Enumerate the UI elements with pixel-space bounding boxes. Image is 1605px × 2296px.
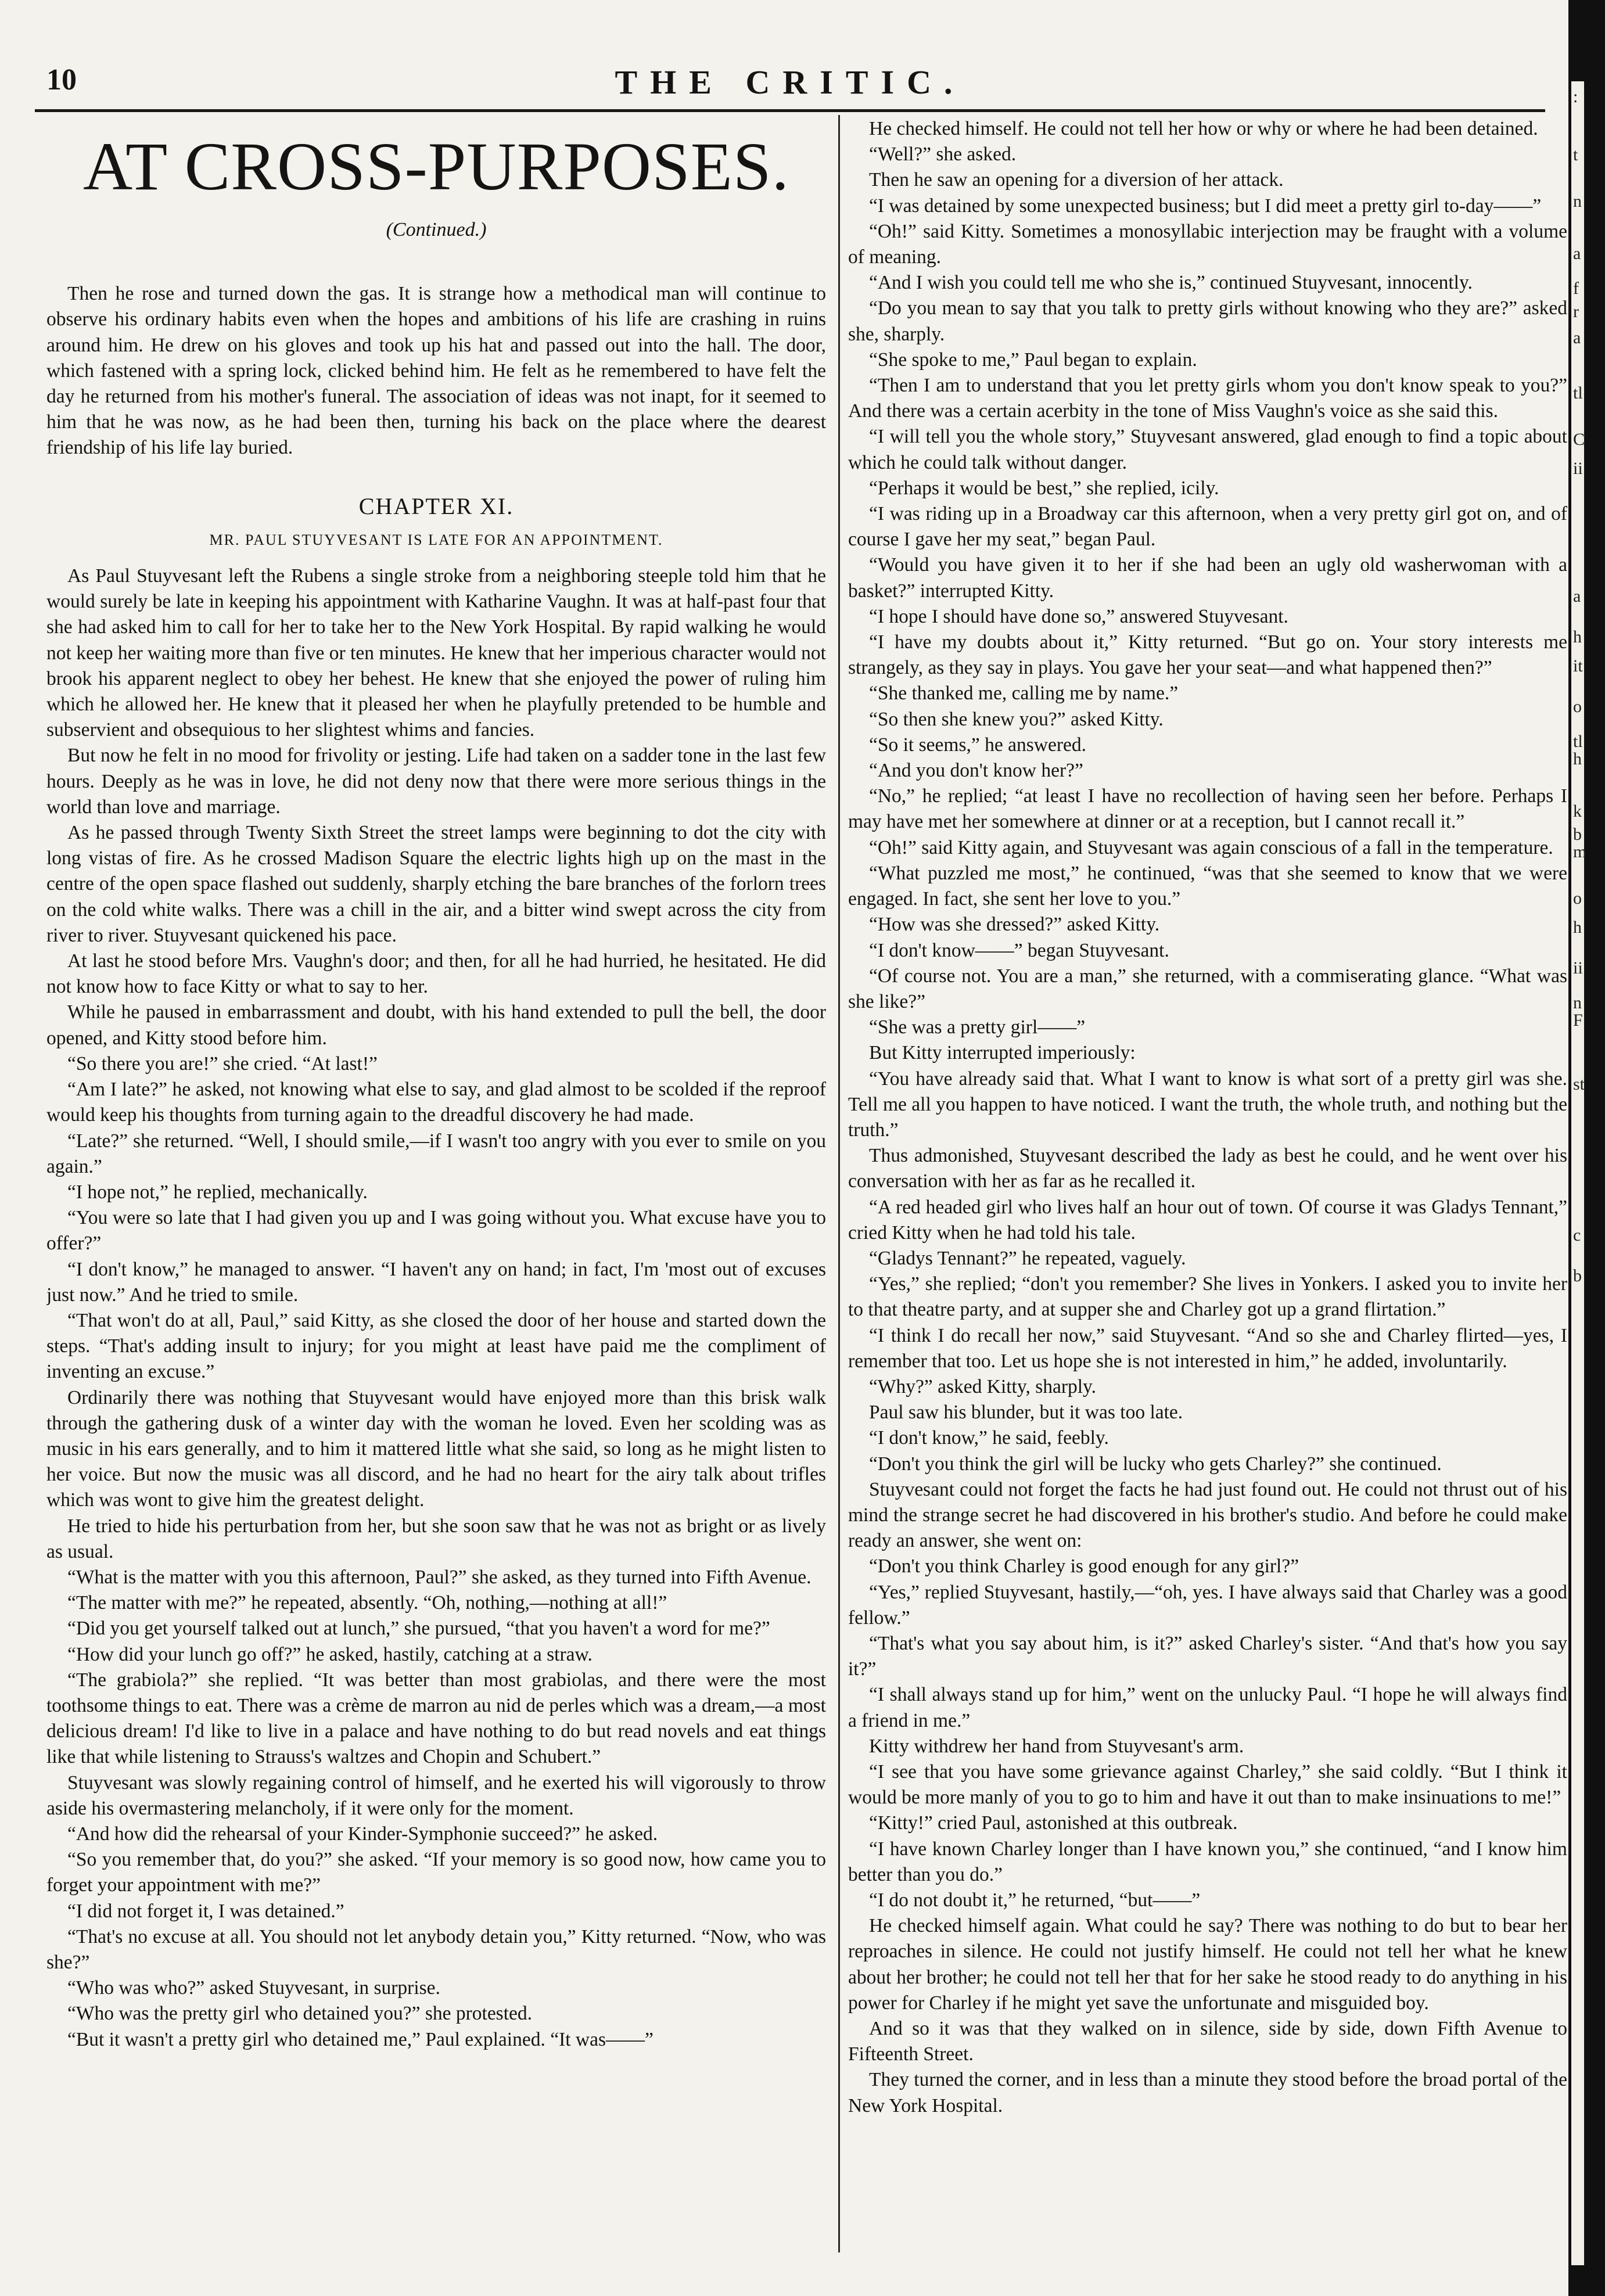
edge-fragment: r xyxy=(1573,302,1579,321)
paragraph: “Gladys Tennant?” he repeated, vaguely. xyxy=(869,1247,1186,1269)
paragraph: “I see that you have some grievance against Charley,” she said coldly. “But I think it would be more manly of you to go to him and have it out than to make insinuations to me!” xyxy=(848,1761,1567,1809)
paragraph: Stuyvesant could not forget the facts he had just found out. He could not thrust out of his mind the strange secret he had discovered in his brother's studio. And before he could make ready an answer, she went on: xyxy=(848,1478,1567,1552)
edge-fragment: ii xyxy=(1573,459,1583,478)
paragraph: “Late?” she returned. “Well, I should smile,—if I wasn't too angry with you ever to smile on you again.” xyxy=(46,1130,826,1177)
paragraph: “I was riding up in a Broadway car this afternoon, when a very pretty girl got on, and of course I gave her my seat,” began Paul. xyxy=(848,503,1567,551)
paragraph: “I will tell you the whole story,” Stuyvesant answered, glad enough to find a topic about which he could talk without danger. xyxy=(848,426,1567,473)
paragraph: “Of course not. You are a man,” she returned, with a commiserating glance. “What was she like?” xyxy=(848,965,1567,1012)
edge-fragment: b xyxy=(1573,825,1582,844)
paragraph: “Then I am to understand that you let pretty girls whom you don't know speak to you?” And there was a certain acerbity in the tone of Miss Vaughn's voice as she said this. xyxy=(848,375,1567,422)
story-title: AT CROSS-PURPOSES. xyxy=(83,128,789,204)
paragraph: At last he stood before Mrs. Vaughn's door; and then, for all he had hurried, he hesitated. He did not know how to face Kitty or what to say to her. xyxy=(46,950,826,998)
paragraph: “How did your lunch go off?” he asked, hastily, catching at a straw. xyxy=(67,1643,593,1665)
column-rule xyxy=(838,115,840,2252)
paragraph: “And I wish you could tell me who she is,” continued Stuyvesant, innocently. xyxy=(869,272,1473,294)
edge-fragment: c xyxy=(1573,1226,1581,1245)
paragraph: “Oh!” said Kitty. Sometimes a monosyllabic interjection may be fraught with a volume of meaning. xyxy=(848,220,1567,268)
paragraph: “Am I late?” he asked, not knowing what else to say, and glad almost to be scolded if the reproof would keep his thoughts from turning again to the dreadful discovery he had made. xyxy=(46,1079,826,1126)
edge-fragment: h xyxy=(1573,627,1582,646)
edge-fragment: a xyxy=(1573,328,1581,347)
paragraph: Then he rose and turned down the gas. It is strange how a methodical man will continue to observe his ordinary habits even when the hopes and ambitions of his life are crashing in ruins around him. He drew on his gloves and took up his hat and passed out into the hall. The door, which fastened with a spring lock, clicked behind him. He felt as he remembered to have felt the day he returned from his mother's funeral. The association of ideas was not inapt, for it seemed to him that he was now, as he had been then, turning his back on the place where the dearest friendship of his life lay buried. xyxy=(46,283,826,459)
paragraph: “And you don't know her?” xyxy=(869,760,1083,782)
paragraph: “I hope not,” he replied, mechanically. xyxy=(67,1181,368,1203)
edge-fragment: C xyxy=(1573,430,1585,449)
paragraph: “Don't you think Charley is good enough for any girl?” xyxy=(869,1555,1299,1578)
edge-fragment: k xyxy=(1573,802,1582,821)
paragraph: He checked himself again. What could he say? There was nothing to do but to bear her reproaches in silence. He could not justify himself. He could not tell her what he knew about her brother; he could not tell her that for her sake he stood ready to do anything in his power for Charley if he might yet save the unfortunate and misguided boy. xyxy=(848,1915,1567,2014)
paragraph: “I have known Charley longer than I have known you,” she continued, “and I know him better than you do.” xyxy=(848,1838,1567,1885)
paragraph: “Well?” she asked. xyxy=(869,143,1017,166)
paragraph: “A red headed girl who lives half an hour out of town. Of course it was Gladys Tennant,” cried Kitty when he had told his tale. xyxy=(848,1196,1567,1244)
paragraph: As Paul Stuyvesant left the Rubens a single stroke from a neighboring steeple told him that he would surely be late in keeping his appointment with Katharine Vaughn. It was at half-past four that she had asked him to call for her to take her to the New York Hospital. By rapid walking he would not keep her waiting more than five or ten minutes. He knew that her imperious character would not brook his apparent neglect to obey her behest. He knew that she enjoyed the power of ruling him which he allowed her. He knew that it pleased her when he playfully pretended to be humble and subservient and obsequious to her slightest whims and fancies. xyxy=(46,565,826,741)
page-header xyxy=(35,63,1545,109)
paragraph: “That's no excuse at all. You should not let anybody detain you,” Kitty returned. “Now, who was she?” xyxy=(46,1925,826,1973)
paragraph: “She thanked me, calling me by name.” xyxy=(869,682,1179,705)
left-column-text xyxy=(46,563,826,2053)
paragraph: “Who was who?” asked Stuyvesant, in surprise. xyxy=(67,1977,440,1999)
paragraph: “You were so late that I had given you up and I was going without you. What excuse have you to offer?” xyxy=(46,1207,826,1255)
paragraph: “Oh!” said Kitty again, and Stuyvesant was again conscious of a fall in the temperature. xyxy=(869,836,1553,858)
edge-fragment: h xyxy=(1573,918,1582,937)
paragraph: “So there you are!” she cried. “At last!” xyxy=(67,1052,378,1075)
edge-fragment: a xyxy=(1573,244,1581,263)
paragraph: “She spoke to me,” Paul began to explain. xyxy=(869,348,1197,371)
edge-fragment: tl xyxy=(1573,732,1583,751)
paragraph: “I did not forget it, I was detained.” xyxy=(67,1900,344,1922)
paragraph: Thus admonished, Stuyvesant described the lady as best he could, and he went over his conversation with her as far as he recalled it. xyxy=(848,1145,1567,1192)
adjacent-page-edge xyxy=(1571,81,1587,2265)
chapter-subtitle: MR. PAUL STUYVESANT IS LATE FOR AN APPOINTMENT. xyxy=(209,531,663,548)
paragraph: “The matter with me?” he repeated, absently. “Oh, nothing,—nothing at all!” xyxy=(67,1592,667,1614)
paragraph: Kitty withdrew her hand from Stuyvesant's arm. xyxy=(869,1735,1244,1757)
edge-fragment: st xyxy=(1573,1075,1585,1094)
edge-fragment: h xyxy=(1573,749,1582,768)
intro-text xyxy=(46,281,826,461)
edge-fragment: o xyxy=(1573,697,1582,716)
paragraph: “No,” he replied; “at least I have no recollection of having seen her before. Perhaps I may have met her somewhere at dinner or at a reception, but I cannot recall it.” xyxy=(848,785,1567,833)
header-rule xyxy=(35,109,1545,112)
paragraph: While he paused in embarrassment and doubt, with his hand extended to pull the bell, the door opened, and Kitty stood before him. xyxy=(46,1001,826,1049)
paragraph: “That's what you say about him, is it?” asked Charley's sister. “And that's how you say it?” xyxy=(848,1632,1567,1680)
paragraph: “Would you have given it to her if she had been an ugly old washerwoman with a basket?” interrupted Kitty. xyxy=(848,554,1567,602)
paragraph: But now he felt in no mood for frivolity or jesting. Life had taken on a sadder tone in the last few hours. Deeply as he was in love, he did not deny now that there were more serious things in the world than love and marriage. xyxy=(46,745,826,818)
paragraph: “What puzzled me most,” he continued, “was that she seemed to know that we were engaged. In fact, she sent her love to you.” xyxy=(848,862,1567,910)
paragraph: “I don't know,” he said, feebly. xyxy=(869,1427,1109,1449)
paragraph: Ordinarily there was nothing that Stuyvesant would have enjoyed more than this brisk walk through the gathering dusk of a winter day with the woman he loved. Even her scolding was as music in his ears generally, and to him it mattered little what she said, so long as he might listen to her voice. But now the music was all discord, and he had no heart for the airy talk about trifles which was wont to give him the greatest delight. xyxy=(46,1386,826,1511)
paragraph: Stuyvesant was slowly regaining control of himself, and he exerted his will vigorously to throw aside his overmastering melancholy, if it were only for the moment. xyxy=(46,1772,826,1819)
edge-fragment: t xyxy=(1573,145,1578,164)
edge-fragment: : xyxy=(1573,87,1578,106)
paragraph: “That won't do at all, Paul,” said Kitty, as she closed the door of her house and started down the steps. “That's adding insult to injury; for you might at least have paid me the compliment of inventing an excuse.” xyxy=(46,1309,826,1383)
paragraph: “Who was the pretty girl who detained you?” she protested. xyxy=(67,2003,533,2025)
edge-fragment: ii xyxy=(1573,958,1583,978)
edge-fragment: tl xyxy=(1573,383,1583,403)
edge-fragment: it xyxy=(1573,656,1583,675)
paragraph: He tried to hide his perturbation from her, but she soon saw that he was not as bright or as lively as usual. xyxy=(46,1515,826,1562)
paragraph: “And how did the rehearsal of your Kinder-Symphonie succeed?” he asked. xyxy=(67,1823,658,1845)
paragraph: “I think I do recall her now,” said Stuyvesant. “And so she and Charley flirted—yes, I remember that too. Let us hope she is not interested in him,” he added, involuntarily. xyxy=(848,1324,1567,1372)
chapter-heading: CHAPTER XI. xyxy=(358,493,514,519)
paragraph: “Don't you think the girl will be lucky who gets Charley?” she continued. xyxy=(869,1453,1442,1475)
edge-fragment: F xyxy=(1573,1011,1583,1030)
edge-fragment: n xyxy=(1573,192,1582,211)
paragraph: “I don't know,” he managed to answer. “I haven't any on hand; in fact, I'm 'most out of excuses just now.” And he tried to smile. xyxy=(46,1258,826,1306)
paragraph: “The grabiola?” she replied. “It was better than most grabiolas, and there were the most toothsome things to eat. There was a crème de marron au nid de perles which was a dream,—a most delicious dream! I'd like to live in a palace and have nothing to do but read novels and eat things like that while listening to Strauss's waltzes and Chopin and Schubert.” xyxy=(46,1669,826,1768)
paragraph: “I don't know——” began Stuyvesant. xyxy=(869,939,1169,961)
paragraph: And so it was that they walked on in silence, side by side, down Fifth Avenue to Fifteenth Street. xyxy=(848,2018,1567,2065)
paragraph: “So you remember that, do you?” she asked. “If your memory is so good now, how came you to forget your appointment with me?” xyxy=(46,1849,826,1896)
paragraph: “Do you mean to say that you talk to pretty girls without knowing who they are?” asked she, sharply. xyxy=(848,297,1567,345)
paragraph: “Perhaps it would be best,” she replied, icily. xyxy=(869,477,1219,499)
paragraph: “So it seems,” he answered. xyxy=(869,734,1086,756)
paragraph: They turned the corner, and in less than a minute they stood before the broad portal of the New York Hospital. xyxy=(848,2069,1567,2117)
paragraph: “How was she dressed?” asked Kitty. xyxy=(869,914,1160,936)
paragraph: “Why?” asked Kitty, sharply. xyxy=(869,1375,1097,1397)
edge-fragment: m xyxy=(1573,842,1587,861)
paragraph: “You have already said that. What I want to know is what sort of a pretty girl was she. Tell me all you happen to have noticed. I want the truth, the whole truth, and nothing but the truth.” xyxy=(848,1068,1567,1141)
edge-fragment: n xyxy=(1573,993,1582,1012)
right-column-text xyxy=(848,116,1567,2119)
paragraph: “I was detained by some unexpected business; but I did meet a pretty girl to-day——” xyxy=(869,195,1542,217)
paragraph: “Yes,” she replied; “don't you remember? She lives in Yonkers. I asked you to invite her to that theatre party, and at supper she and Charley got up a grand flirtation.” xyxy=(848,1273,1567,1321)
paragraph: “She was a pretty girl——” xyxy=(869,1016,1086,1039)
paragraph: “I shall always stand up for him,” went on the unlucky Paul. “I hope he will always find a friend in me.” xyxy=(848,1684,1567,1731)
paragraph: “Kitty!” cried Paul, astonished at this outbreak. xyxy=(869,1812,1238,1834)
edge-fragment: o xyxy=(1573,889,1582,908)
paragraph: “Yes,” replied Stuyvesant, hastily,—“oh, yes. I have always said that Charley was a good fellow.” xyxy=(848,1581,1567,1629)
edge-fragment: b xyxy=(1573,1266,1582,1285)
paragraph: “But it wasn't a pretty girl who detained me,” Paul explained. “It was——” xyxy=(67,2028,654,2050)
paragraph: “I do not doubt it,” he returned, “but——” xyxy=(869,1889,1201,1911)
paragraph: “Did you get yourself talked out at lunch,” she pursued, “that you haven't a word for me?” xyxy=(67,1618,770,1640)
edge-fragment: a xyxy=(1573,587,1581,606)
paragraph: Paul saw his blunder, but it was too late. xyxy=(869,1402,1183,1424)
left-column xyxy=(46,116,826,2265)
continued-note: (Continued.) xyxy=(386,219,487,240)
edge-fragment: f xyxy=(1573,279,1579,298)
paragraph: “What is the matter with you this afternoon, Paul?” she asked, as they turned into Fifth Avenue. xyxy=(67,1566,812,1588)
page-number: 10 xyxy=(46,63,77,96)
paragraph: He checked himself. He could not tell her how or why or where he had been detained. xyxy=(869,118,1538,139)
paragraph: Then he saw an opening for a diversion of her attack. xyxy=(869,169,1284,191)
running-title: THE CRITIC. xyxy=(615,63,965,101)
paragraph: But Kitty interrupted imperiously: xyxy=(869,1042,1136,1064)
right-column xyxy=(848,116,1567,2265)
paragraph: “So then she knew you?” asked Kitty. xyxy=(869,708,1164,730)
paragraph: “I have my doubts about it,” Kitty returned. “But go on. Your story interests me strangely, as they say in plays. You gave her your seat—and what happened then?” xyxy=(848,631,1567,679)
paragraph: As he passed through Twenty Sixth Street the street lamps were beginning to dot the city with long vistas of fire. As he crossed Madison Square the electric lights high up on the mast in the centre of the open space flashed out suddenly, sharply etching the bare branches of the forlorn trees on the cold white walks. There was a chill in the air, and a bitter wind swept across the city from river to river. Stuyvesant quickened his pace. xyxy=(46,822,826,946)
paragraph: “I hope I should have done so,” answered Stuyvesant. xyxy=(869,605,1288,627)
